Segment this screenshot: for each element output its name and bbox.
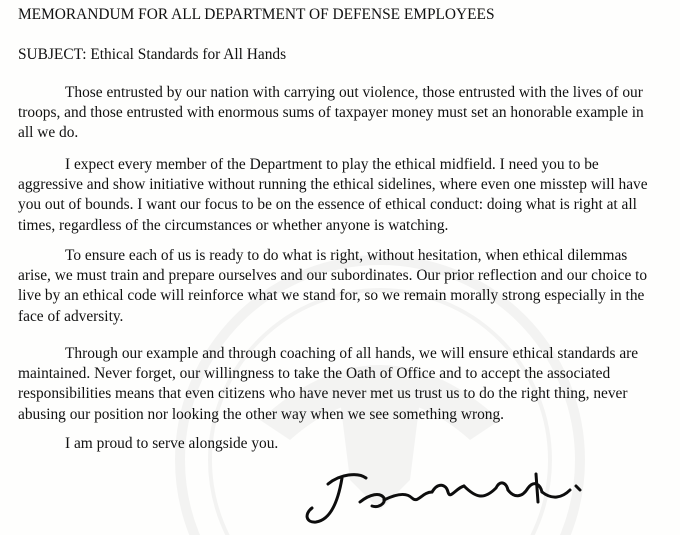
- closing-line: I am proud to serve alongside you.: [65, 435, 279, 452]
- paragraph-4: Through our example and through coaching of all hands, we will ensure ethical standards are maintained. Never forget, our willingness to take the Oath of Office and to accept the associated responsibilities means that even citizens who have never met us trust us to do the right thing, never abusing our position nor looking the other way when we see something wrong.: [18, 345, 639, 423]
- signature: [300, 462, 600, 532]
- paragraph-1: Those entrusted by our nation with carrying out violence, those entrusted with the lives of our troops, and those entrusted with enormous sums of taxpayer money must set an honorable example in all we do.: [18, 84, 644, 142]
- paragraph-2: I expect every member of the Department to play the ethical midfield. I need you to be aggressive and show initiative without running the ethical sidelines, where even one misstep will have you out of bounds. I want our focus to be on the essence of ethical conduct: doing what is right at all times, regardless of the circumstances or whether anyone is watching.: [18, 156, 648, 234]
- paragraph-3: To ensure each of us is ready to do what is right, without hesitation, when ethical dilemmas arise, we must train and prepare ourselves and our subordinates. Our prior reflection and our choice to live by an ethical code will reinforce what we stand for, so we remain morally strong especially in the face of adversity.: [18, 247, 648, 325]
- memo-heading: MEMORANDUM FOR ALL DEPARTMENT OF DEFENSE EMPLOYEES: [18, 6, 495, 23]
- memo-subject: SUBJECT: Ethical Standards for All Hands: [18, 46, 287, 63]
